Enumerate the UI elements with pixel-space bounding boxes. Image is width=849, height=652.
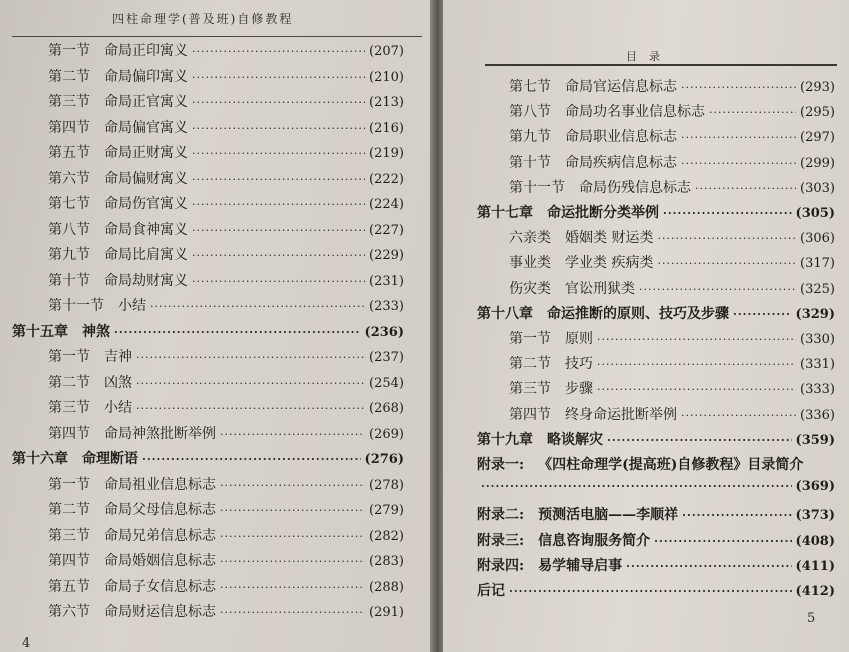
toc-section-entry [48,499,404,519]
header-rule [12,36,422,37]
leader-dots [150,300,365,313]
toc-title: 命局劫财寓义 [104,272,188,289]
leader-dots [220,530,365,543]
toc-number: 第九节 [48,247,90,263]
toc-title: 学业类 疾病类 [565,255,654,272]
toc-page: (233) [369,299,404,314]
toc-section-entry [509,353,835,373]
toc-title: 略谈解灾 [547,431,603,448]
toc-title: 婚姻类 财运类 [565,230,654,247]
leader-dots [142,453,361,466]
toc-number: 第七节 [509,79,551,95]
toc-title: 预测活电脑——李顺祥 [538,507,679,524]
toc-title: 技巧 [565,356,593,373]
leader-dots [709,106,796,119]
toc-number: 第十七章 [477,205,533,221]
leader-dots [192,173,365,186]
toc-chapter-entry [477,504,835,524]
toc-page: (305) [795,206,835,221]
toc-number: 第十八章 [477,305,533,322]
toc-page: (224) [369,197,404,212]
toc-number: 第十九章 [477,431,533,448]
toc-chapter-entry [477,454,835,474]
toc-section-entry [48,550,404,570]
leader-dots [192,249,365,262]
toc-page: (331) [800,357,835,373]
toc-section-entry [48,168,404,188]
toc-page: (306) [800,231,835,247]
toc-title: 易学辅导启事 [538,557,623,574]
leader-dots [597,333,796,346]
toc-title: 《四柱命理学(提高班)自修教程》目录简介 [538,457,804,473]
leader-dots [192,71,365,84]
leader-dots [626,560,791,573]
toc-number: 第四节 [48,119,90,136]
toc-title: 命局食神寓义 [104,221,188,238]
toc-title: 命局正官寓义 [104,94,188,110]
toc-section-entry [509,177,835,197]
toc-title: 命局父母信息标志 [104,502,216,518]
toc-page: (297) [800,130,835,146]
toc-number: 第七节 [48,196,90,212]
toc-page: (283) [369,554,404,569]
toc-section-entry [48,397,404,417]
toc-section-entry [509,101,835,121]
toc-section-entry [48,423,404,443]
toc-title: 命局疾病信息标志 [565,154,677,171]
toc-chapter-entry [477,530,835,550]
toc-title: 吉神 [104,349,132,365]
toc-section-entry [48,525,404,545]
toc-page: (295) [800,105,835,121]
toc-page: (231) [369,273,404,289]
toc-number: 伤灾类 [509,280,551,297]
toc-number: 第四节 [48,425,90,442]
toc-section-entry [509,404,835,424]
toc-number: 第二节 [48,374,90,391]
leader-dots [681,131,796,144]
toc-title: 命局伤官寓义 [104,196,188,212]
toc-page: (276) [364,452,404,467]
toc-number: 第十六章 [12,451,68,467]
toc-number: 第三节 [48,94,90,110]
toc-page: (291) [369,605,404,620]
toc-page: (213) [369,95,404,110]
toc-page: (279) [369,503,404,518]
leader-dots [192,224,365,237]
toc-chapter-entry [477,429,835,449]
leader-dots [733,308,792,321]
toc-section-entry [509,278,835,298]
toc-title: 命局伤残信息标志 [579,179,691,196]
toc-title: 命局正财寓义 [104,145,188,161]
toc-page: (254) [369,375,404,391]
toc-number: 附录三: [477,532,525,549]
toc-page: (317) [800,256,835,272]
toc-number: 第九节 [509,129,551,146]
toc-section-entry [509,252,835,272]
leader-dots [681,81,796,94]
toc-page: (237) [369,350,404,365]
toc-number: 第六节 [48,604,90,620]
toc-page: (282) [369,528,404,544]
toc-number: 第三节 [509,381,551,398]
toc-page: (288) [369,579,404,595]
toc-section-entry [48,219,404,239]
toc-chapter-entry [477,555,835,575]
toc-title: 命局财运信息标志 [104,604,216,620]
toc-number: 第十一节 [509,179,565,196]
toc-title: 命运批断分类举例 [547,205,659,221]
toc-title: 小结 [118,298,146,314]
leader-dots [192,275,365,288]
toc-section-entry [48,601,404,621]
toc-page: (299) [800,155,835,171]
toc-number: 第二节 [48,502,90,518]
toc-title: 官讼刑狱类 [565,280,635,297]
leader-dots [220,555,365,568]
toc-number: 第十一节 [48,298,104,314]
toc-page: (412) [795,584,835,599]
toc-section-entry [48,193,404,213]
toc-number: 第八节 [509,104,551,121]
toc-section-entry [48,474,404,494]
toc-title: 终身命运批断举例 [565,406,677,423]
leader-dots [639,283,796,296]
toc-title: 命局子女信息标志 [104,578,216,595]
toc-page: (373) [795,508,835,524]
toc-page: (408) [795,533,835,549]
toc-page: (369) [795,479,835,495]
leader-dots [220,428,365,441]
toc-section-entry [48,40,404,60]
toc-chapter-entry [477,580,835,600]
toc-section-entry [509,76,835,96]
leader-dots [136,402,365,415]
toc-title: 命运推断的原则、技巧及步骤 [547,305,729,322]
leader-dots [663,207,792,220]
toc-section-entry [509,378,835,398]
leader-dots [192,147,365,160]
toc-page: (359) [795,432,835,448]
toc-page: (330) [800,332,835,347]
toc-number: 第十五章 [12,323,68,340]
toc-section-entry [48,372,404,392]
leader-dots [681,409,796,422]
toc-section-entry [48,142,404,162]
toc-section-entry [48,244,404,264]
toc-number: 第八节 [48,221,90,238]
toc-title: 命局偏印寓义 [104,68,188,85]
toc-page: (336) [800,407,835,423]
toc-number: 第三节 [48,400,90,416]
toc-page: (207) [369,44,404,59]
toc-title: 命局官运信息标志 [565,79,677,95]
toc-section-entry [509,152,835,172]
leader-dots [682,509,791,522]
toc-number: 第四节 [509,406,551,423]
toc-title: 命局兄弟信息标志 [104,527,216,544]
toc-title: 命局职业信息标志 [565,129,677,146]
toc-number: 第二节 [509,356,551,373]
toc-page: (219) [369,146,404,161]
toc-title: 命局偏官寓义 [104,119,188,136]
toc-page: (411) [795,558,835,574]
leader-dots [192,45,365,58]
toc-section-entry [48,270,404,290]
toc-number: 附录一: [477,457,525,473]
toc-chapter-entry [477,202,835,222]
toc-number: 第十节 [509,154,551,171]
toc-section-entry [48,346,404,366]
leader-dots [681,157,796,170]
toc-number: 第十节 [48,272,90,289]
leader-dots [481,480,792,493]
toc-number: 第一节 [48,476,90,493]
toc-number: 第四节 [48,553,90,569]
toc-title: 命局正印寓义 [104,43,188,59]
toc-number: 第一节 [509,331,551,347]
toc-title: 信息咨询服务简介 [538,532,651,549]
toc-section-entry [48,91,404,111]
leader-dots [220,479,365,492]
toc-section-entry [509,126,835,146]
leader-dots [220,581,365,594]
leader-dots [657,257,796,270]
toc-page: (293) [800,80,835,95]
leader-dots [136,377,365,390]
toc-page: (229) [369,248,404,263]
toc-title: 原则 [565,331,593,347]
leader-dots [597,358,796,371]
toc-title: 命局偏财寓义 [104,170,188,187]
toc-number: 第五节 [48,145,90,161]
toc-title: 命局祖业信息标志 [104,476,216,493]
toc-chapter-entry [12,448,404,468]
leader-dots [654,535,791,548]
toc-chapter-entry [477,479,835,494]
toc-number: 事业类 [509,255,551,272]
toc-title: 命局比肩寓义 [104,247,188,263]
leader-dots [220,606,365,619]
toc-number: 第三节 [48,527,90,544]
leader-dots [509,585,792,598]
toc-section-entry [48,295,404,315]
toc-section-entry [509,328,835,348]
header-rule [485,64,837,66]
right-page [443,0,849,652]
toc-section-entry [48,117,404,137]
page-number: 5 [807,611,816,626]
toc-section-entry [48,66,404,86]
toc-title: 命局婚姻信息标志 [104,553,216,569]
toc-page: (303) [800,180,835,196]
toc-number: 第一节 [48,349,90,365]
toc-page: (227) [369,222,404,238]
leader-dots [114,326,361,339]
toc-page: (329) [795,306,835,322]
running-head: 四柱命理学(普及班)自修教程 [112,12,294,26]
running-head: 目录 [626,50,672,63]
toc-section-entry [509,227,835,247]
leader-dots [597,383,796,396]
toc-title: 步骤 [565,381,593,398]
toc-chapter-entry [477,303,835,323]
toc-number: 第六节 [48,170,90,187]
toc-page: (222) [369,171,404,187]
toc-page: (278) [369,477,404,493]
toc-number: 第五节 [48,578,90,595]
toc-page: (268) [369,401,404,416]
leader-dots [695,182,796,195]
leader-dots [192,122,365,135]
toc-number: 附录二: [477,507,525,524]
toc-title: 神煞 [82,323,110,340]
toc-title: 命理断语 [82,451,138,467]
toc-number: 第一节 [48,43,90,59]
toc-chapter-entry [12,321,404,341]
leader-dots [136,351,365,364]
toc-section-entry [48,576,404,596]
page-number: 4 [22,636,31,651]
toc-title: 小结 [104,400,132,416]
leader-dots [607,434,792,447]
toc-title: 命局神煞批断举例 [104,425,216,442]
toc-number: 第二节 [48,68,90,85]
toc-page: (210) [369,69,404,85]
toc-page: (333) [800,382,835,398]
leader-dots [657,232,796,245]
leader-dots [192,96,365,109]
toc-title: 凶煞 [104,374,132,391]
leader-dots [220,504,365,517]
toc-number: 六亲类 [509,230,551,247]
toc-title: 命局功名事业信息标志 [565,104,705,121]
toc-number: 附录四: [477,557,525,574]
toc-number: 后记 [477,583,505,599]
toc-page: (216) [369,120,404,136]
toc-page: (269) [369,426,404,442]
toc-page: (325) [800,281,835,297]
leader-dots [192,198,365,211]
toc-page: (236) [364,324,404,340]
